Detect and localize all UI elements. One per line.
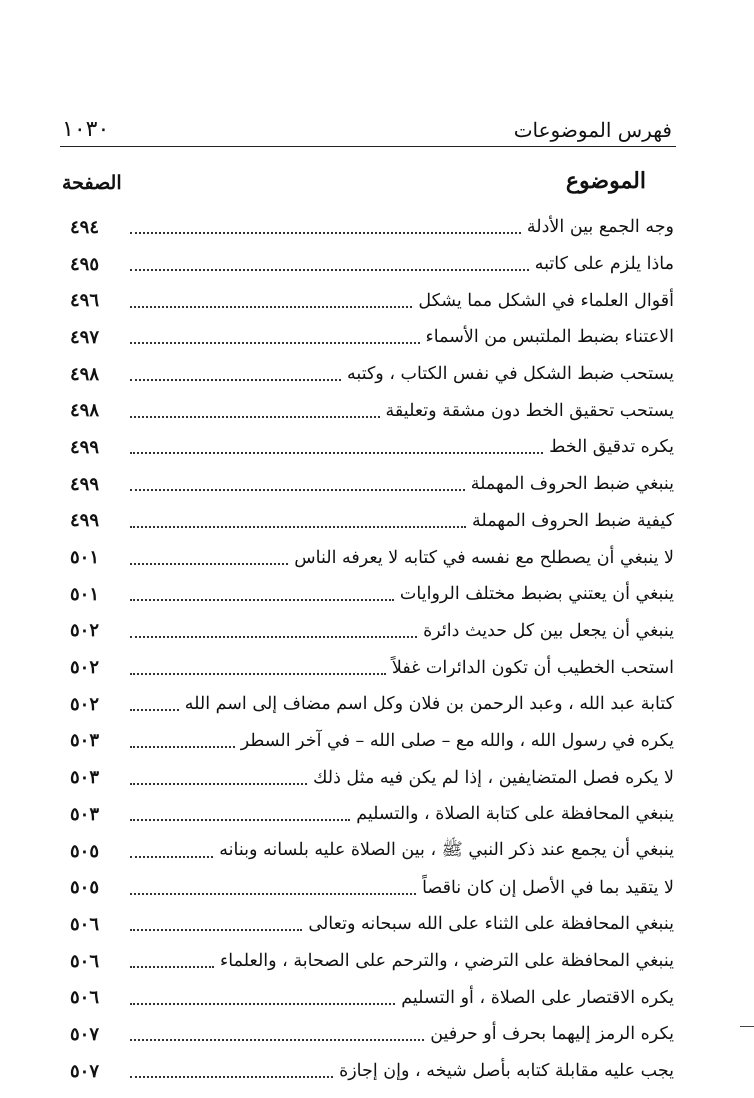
entry-page: ٤٩٩ [70,510,100,532]
index-entry [70,246,674,283]
index-entry [70,833,674,870]
entry-topic: لا ينبغي أن يصطلح مع نفسه في كتابه لا يعرفه الناس [294,547,674,568]
entry-page: ٥٠٥ [70,877,100,899]
entry-page: ٥٠٦ [70,987,100,1009]
entry-page: ٤٩٤ [70,216,100,238]
dot-leader [130,269,529,271]
entry-topic: يكره تدقيق الخط [549,437,674,458]
header-rule [60,146,676,147]
entry-page: ٥٠٢ [70,620,100,642]
dot-leader [130,232,521,234]
entry-page: ٥٠٦ [70,950,100,972]
entry-topic: الاعتناء بضبط الملتبس من الأسماء [425,327,674,348]
dot-leader [130,966,214,968]
entry-topic: يستحب تحقيق الخط دون مشقة وتعليقة [385,400,674,421]
entry-topic: ينبغي أن يجمع عند ذكر النبي ﷺ ، بين الصلاة عليه بلسانه وبنانه [219,840,674,861]
index-entry [70,979,674,1016]
entry-topic: استحب الخطيب أن تكون الدائرات غفلاً [391,657,674,678]
dot-leader [130,1076,333,1078]
entry-page: ٤٩٦ [70,290,100,312]
entry-topic: ينبغي المحافظة على الترضي ، والترحم على الصحابة ، والعلماء [220,951,674,972]
index-entry [70,723,674,760]
entry-topic: ينبغي ضبط الحروف المهملة [470,474,674,495]
dot-leader [130,379,341,381]
entry-topic: يكره الاقتصار على الصلاة ، أو التسليم [401,987,674,1008]
index-entry [70,503,674,540]
dot-leader [130,342,420,344]
entry-topic: يستحب ضبط الشكل في نفس الكتاب ، وكتبه [347,364,674,385]
dot-leader [130,929,302,931]
dot-leader [130,746,235,748]
page-number: ١٠٣٠ [62,117,110,142]
index-entry [70,906,674,943]
dot-leader [130,526,466,528]
entry-topic: ينبغي المحافظة على كتابة الصلاة ، والتسليم [356,804,674,825]
index-entry [70,539,674,576]
index-entry [70,392,674,429]
index-entry [70,943,674,980]
entry-topic: وجه الجمع بين الأدلة [526,217,674,238]
index-entry [70,1016,674,1053]
index-entries [70,209,674,1090]
dot-leader [130,709,179,711]
column-headings [62,158,646,194]
index-entry [70,209,674,246]
entry-page: ٥٠٧ [70,1023,100,1045]
page-column-heading: الصفحة [62,172,122,194]
entry-topic: ينبغي أن يجعل بين كل حديث دائرة [423,620,674,641]
index-entry [70,686,674,723]
entry-topic: ينبغي المحافظة على الثناء على الله سبحانه وتعالى [308,914,674,935]
entry-page: ٥٠٢ [70,657,100,679]
entry-page: ٤٩٩ [70,436,100,458]
dot-leader [130,819,350,821]
entry-page: ٤٩٨ [70,400,100,422]
entry-page: ٥٠٥ [70,840,100,862]
entry-page: ٥٠٢ [70,693,100,715]
index-entry [70,282,674,319]
entry-page: ٥٠٧ [70,1060,100,1082]
dot-leader [130,489,465,491]
dot-leader [130,416,380,418]
index-entry [70,356,674,393]
index-entry [70,1053,674,1090]
index-entry [70,429,674,466]
index-entry [70,319,674,356]
index-entry [70,613,674,650]
entry-topic: ينبغي أن يعتني بضبط مختلف الروايات [399,584,674,605]
index-title: فهرس الموضوعات [513,118,672,142]
entry-page: ٤٩٩ [70,473,100,495]
margin-mark [740,1026,754,1027]
entry-topic: يكره الرمز إليهما بحرف أو حرفين [430,1024,674,1045]
entry-topic: أقوال العلماء في الشكل مما يشكل [418,290,674,311]
dot-leader [130,563,288,565]
entry-page: ٥٠٣ [70,803,100,825]
entry-page: ٥٠١ [70,547,100,569]
dot-leader [130,893,416,895]
entry-topic: كيفية ضبط الحروف المهملة [472,510,674,531]
dot-leader [130,783,307,785]
entry-page: ٤٩٧ [70,326,100,348]
topic-column-heading: الموضوع [565,168,646,194]
entry-page: ٥٠٦ [70,913,100,935]
dot-leader [130,673,386,675]
entry-topic: كتابة عبد الله ، وعبد الرحمن بن فلان وكل اسم مضاف إلى اسم الله [184,694,674,715]
entry-page: ٥٠٣ [70,767,100,789]
index-entry [70,796,674,833]
dot-leader [130,636,417,638]
entry-page: ٤٩٥ [70,253,100,275]
dot-leader [130,599,394,601]
index-entry [70,649,674,686]
index-entry [70,576,674,613]
dot-leader [130,1003,395,1005]
entry-topic: يجب عليه مقابلة كتابه بأصل شيخه ، وإن إجازة [339,1061,674,1082]
dot-leader [130,452,543,454]
entry-topic: ماذا يلزم على كاتبه [534,254,674,275]
entry-page: ٤٩٨ [70,363,100,385]
entry-page: ٥٠٣ [70,730,100,752]
entry-page: ٥٠١ [70,583,100,605]
dot-leader [130,856,213,858]
dot-leader [130,306,412,308]
running-header [62,112,672,142]
entry-topic: يكره في رسول الله ، والله مع – صلى الله – في آخر السطر [240,730,674,751]
dot-leader [130,1039,424,1041]
entry-topic: لا يتقيد بما في الأصل إن كان ناقصاً [422,877,674,898]
index-entry [70,759,674,796]
index-entry [70,466,674,503]
index-entry [70,869,674,906]
entry-topic: لا يكره فصل المتضايفين ، إذا لم يكن فيه مثل ذلك [313,767,674,788]
